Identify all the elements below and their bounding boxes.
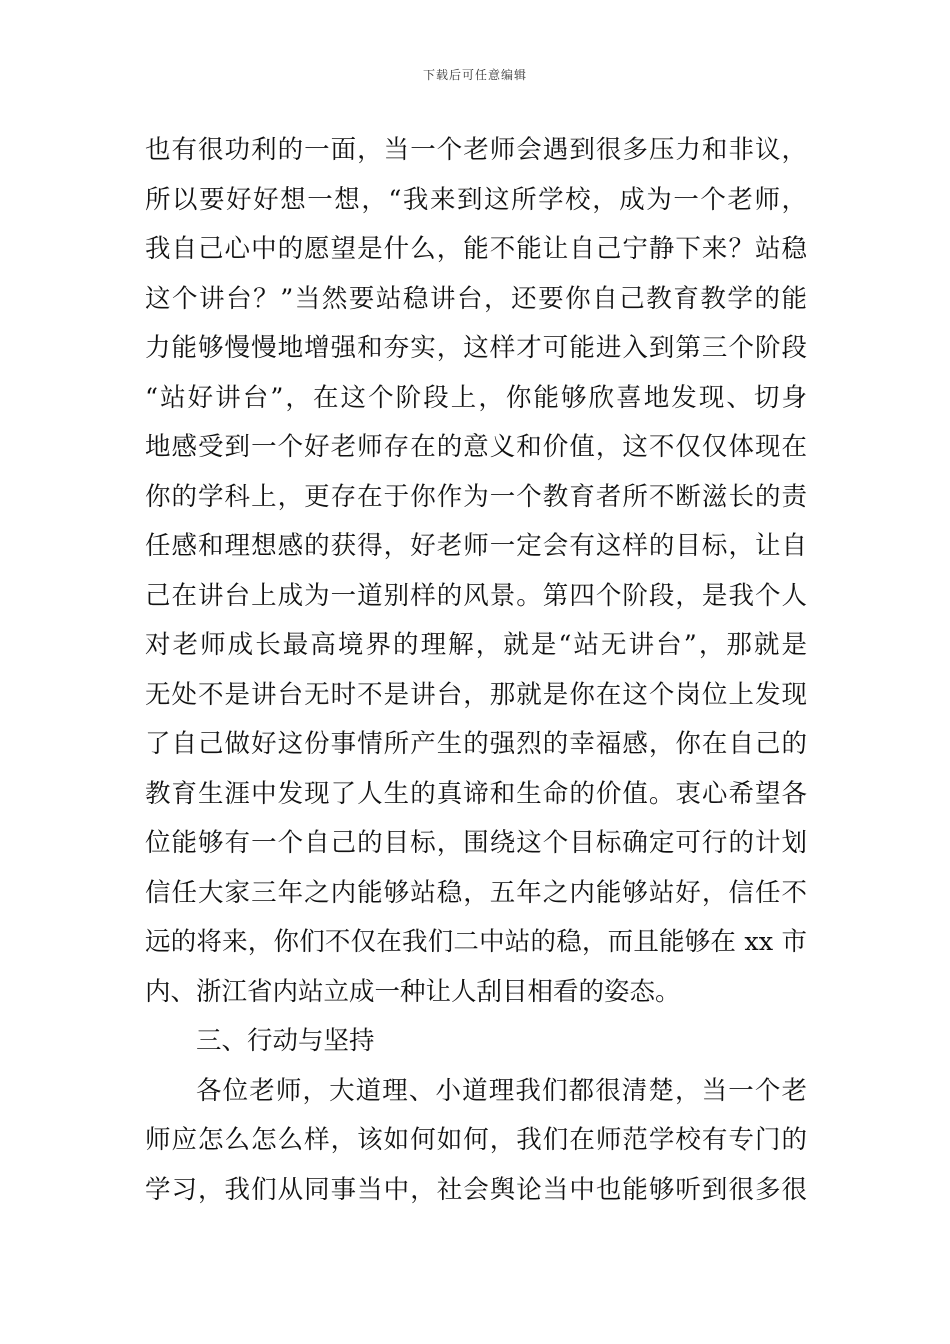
text-line: 己在讲台上成为一道别样的风景。第四个阶段，是我个人 [145,580,807,611]
text-line: 所以要好好想一想，“我来到这所学校，成为一个老师， [145,184,807,215]
text-line: 内、浙江省内站立成一种让人刮目相看的姿态。 [145,976,681,1007]
text-line: 各位老师，大道理、小道理我们都很清楚，当一个老 [196,1075,807,1106]
text-line: 了自己做好这份事情所产生的强烈的幸福感，你在自己的 [145,729,807,759]
text-line: 这个讲台？”当然要站稳讲台，还要你自己教育教学的能 [145,283,807,314]
text-line: 师应怎么怎么样，该如何如何，我们在师范学校有专门的 [145,1125,807,1155]
text-line: 信任大家三年之内能够站稳，五年之内能够站好，信任不 [145,877,807,908]
text-line: 远的将来，你们不仅在我们二中站的稳，而且能够在 xx 市 [145,927,807,957]
text-line: “站好讲台”，在这个阶段上，你能够欣喜地发现、切身 [145,382,807,413]
body-text [145,126,807,1215]
text-line: 也有很功利的一面，当一个老师会遇到很多压力和非议， [145,135,807,165]
text-line: 你的学科上，更存在于你作为一个教育者所不断滋长的责 [145,481,807,512]
page-header: 下载后可任意编辑 [422,68,527,82]
text-line: 位能够有一个自己的目标，围绕这个目标确定可行的计划 [145,828,807,858]
text-line: 学习，我们从同事当中，社会舆论当中也能够听到很多很 [145,1174,807,1205]
text-line: 三、行动与坚持 [196,1026,375,1056]
text-line: 无处不是讲台无时不是讲台，那就是你在这个岗位上发现 [145,679,807,710]
text-line: 教育生涯中发现了人生的真谛和生命的价值。衷心希望各 [145,778,807,809]
text-line: 任感和理想感的获得，好老师一定会有这样的目标，让自 [145,531,807,561]
text-line: 我自己心中的愿望是什么，能不能让自己宁静下来？站稳 [145,234,807,264]
text-line: 力能够慢慢地增强和夯实，这样才可能进入到第三个阶段 [145,333,807,363]
text-line: 对老师成长最高境界的理解，就是“站无讲台”，那就是 [145,630,807,660]
text-line: 地感受到一个好老师存在的意义和价值，这不仅仅体现在 [145,432,807,462]
